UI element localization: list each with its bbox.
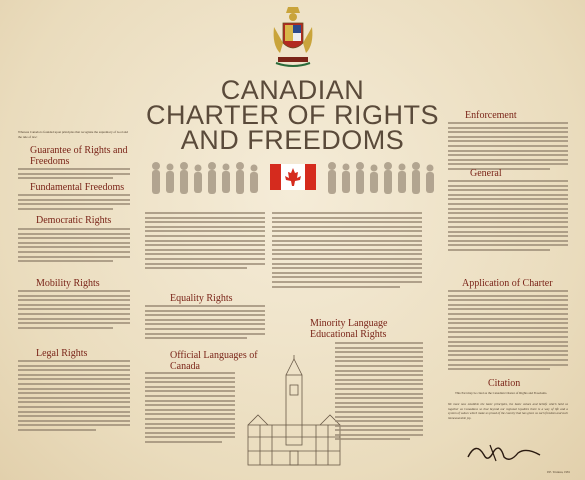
heading-minority-language: Minority Language Educational Rights	[310, 318, 388, 340]
heading-fundamental: Fundamental Freedoms	[30, 182, 125, 193]
people-silhouettes-icon	[148, 160, 438, 196]
heading-mobility: Mobility Rights	[36, 278, 100, 289]
general-body	[448, 180, 568, 254]
heading-enforcement: Enforcement	[465, 110, 517, 121]
preamble-text: Whereas Canada is founded upon principles that recognize the supremacy of God and the rule of law:	[18, 130, 128, 139]
heading-application: Application of Charter	[462, 278, 553, 289]
title-line-2: CHARTER OF RIGHTS	[145, 100, 439, 130]
heading-democratic: Democratic Rights	[36, 215, 112, 226]
parliament-building-icon	[238, 355, 350, 475]
language-rights-body	[272, 212, 422, 290]
minority-language-body	[335, 342, 423, 443]
title-line-3: AND FREEDOMS	[180, 125, 405, 155]
enforcement-body	[448, 122, 568, 173]
fundamental-body	[18, 194, 130, 212]
heading-general: General	[470, 168, 502, 179]
legal-continued-body	[145, 212, 265, 272]
heading-guarantee: Guarantee of Rights and Freedoms	[30, 145, 128, 167]
title-line-1: CANADIAN	[220, 75, 365, 105]
heading-equality: Equality Rights	[170, 293, 233, 304]
trudeau-quote: We must now establish the basic principles, the basic values and beliefs which hold us together as Canadians so that beyond our regional loyalties there is a way of life and a system of values which make us proud of the country that has given us such freedom and such immeasurable joy.	[448, 402, 568, 420]
mobility-body	[18, 290, 130, 331]
coat-of-arms-icon	[270, 5, 316, 71]
heading-official-languages: Official Languages of Canada	[170, 350, 258, 372]
citation-text: This Part may be cited as the Canadian Charter of Rights and Freedoms.	[455, 391, 548, 395]
signature-icon	[460, 437, 550, 467]
application-body	[448, 290, 568, 373]
democratic-body	[18, 228, 130, 265]
quote-attribution: P.E. Trudeau, 1981	[547, 470, 570, 474]
official-languages-body	[145, 372, 235, 446]
heading-legal: Legal Rights	[36, 348, 88, 359]
equality-body	[145, 305, 265, 342]
legal-body	[18, 360, 130, 434]
maple-leaf-flag-icon	[270, 164, 316, 190]
guarantee-body	[18, 168, 130, 182]
heading-citation: Citation	[488, 378, 521, 389]
